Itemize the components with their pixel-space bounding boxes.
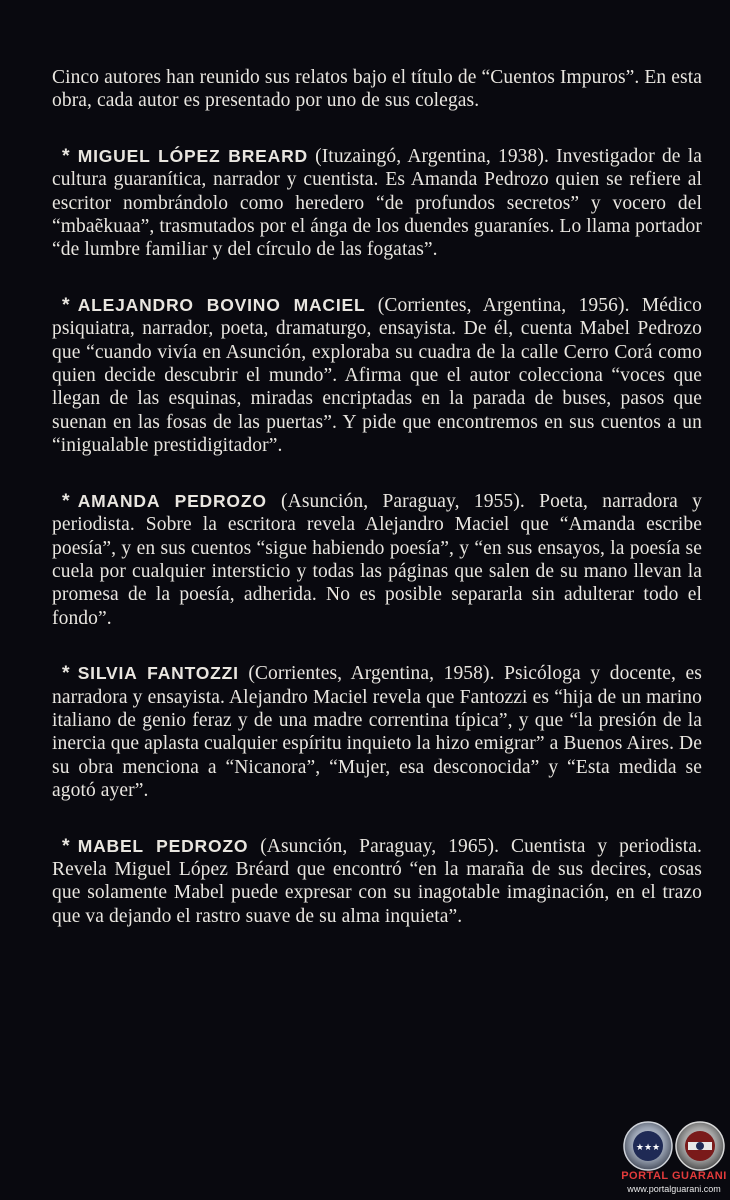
bullet-star: * [62, 662, 70, 685]
bullet-star: * [62, 489, 70, 512]
portal-guarani-logo [618, 1118, 730, 1200]
bullet-star: * [62, 293, 70, 316]
author-entry-3 [52, 490, 702, 630]
author-name: SILVIA FANTOZZI [77, 663, 239, 684]
author-name: AMANDA PEDROZO [77, 490, 267, 511]
logo-url: www.portalguarani.com [627, 1184, 721, 1194]
author-entry-2 [52, 294, 702, 458]
author-description: (Corrientes, Argentina, 1956). Médico psiquiatra, narrador, poeta, dramaturgo, ensayista. De él, cuenta Mabel Pedrozo que “cuando vivía en Asunción, exploraba su cuadra de la calle Cerro Corá como quien decide descubrir el mundo”. Afirma que el autor colecciona “voces que llegan de las esquinas, miradas encriptadas en la parada de buses, pasos que suenan en las fosas de las puertas”. Y pide que encontremos en sus cuentos a un “inigualable prestidigitador”. [52, 294, 703, 457]
author-description: (Ituzaingó, Argentina, 1938). Investigador de la cultura guaranítica, narrador y cuentista. Es Amanda Pedrozo quien se refiere al escritor nombrándolo como heredero “de profundos secretos” y vocero del “mbaẽkuaa”, trasmutados por el ánga de los duendes guaraníes. Lo llama portador “de lumbre familiar y del círculo de las fogatas”. [52, 145, 702, 261]
author-name: MIGUEL LÓPEZ BREARD [77, 145, 308, 166]
bullet-star: * [62, 834, 70, 857]
logo-title: PORTAL GUARANI [621, 1170, 727, 1182]
author-description: (Asunción, Paraguay, 1955). Poeta, narradora y periodista. Sobre la escritora revela Alejandro Maciel que “Amanda escribe poesía”, y en sus cuentos “sigue habiendo poesía”, y “en sus ensayos, la poesía se cuela por cualquier intersticio y todas las páginas que salen de su mano llevan la promesa de la poesía, adherida. No es posible separarla sin adulterar todo el fondo”. [52, 490, 702, 629]
author-description: (Asunción, Paraguay, 1965). Cuentista y periodista. Revela Miguel López Bréard que encontró “en la maraña de sus decires, cosas que solamente Mabel puede expresar con su inagotable imaginación, en el trazo que va dejando el rastro suave de su alma inquieta”. [52, 835, 702, 927]
author-entry-5 [52, 835, 702, 929]
bullet-star: * [62, 144, 70, 167]
seal-icon [618, 1118, 730, 1172]
author-description: (Corrientes, Argentina, 1958). Psicóloga y docente, es narradora y ensayista. Alejandro Maciel revela que Fantozzi es “hija de un marino italiano de genio feraz y de una madre correntina típica”, y que “la presión de la inercia que aplasta cualquier espíritu inquieto la hizo emigrar” a Buenos Aires. De su obra menciona a “Nicanora”, “Mujer, esa desconocida” y “Esta medida se agotó ayer”. [52, 663, 702, 802]
author-name: ALEJANDRO BOVINO MACIEL [77, 294, 366, 315]
author-entry-4 [52, 662, 702, 802]
svg-text:★★★: ★★★ [635, 1143, 661, 1153]
author-entry-1 [52, 145, 702, 262]
article-text [52, 66, 702, 960]
intro-paragraph: Cinco autores han reunido sus relatos bajo el título de “Cuentos Impuros”. En esta obra, cada autor es presentado por uno de sus colegas. [52, 67, 702, 112]
author-name: MABEL PEDROZO [77, 835, 249, 856]
